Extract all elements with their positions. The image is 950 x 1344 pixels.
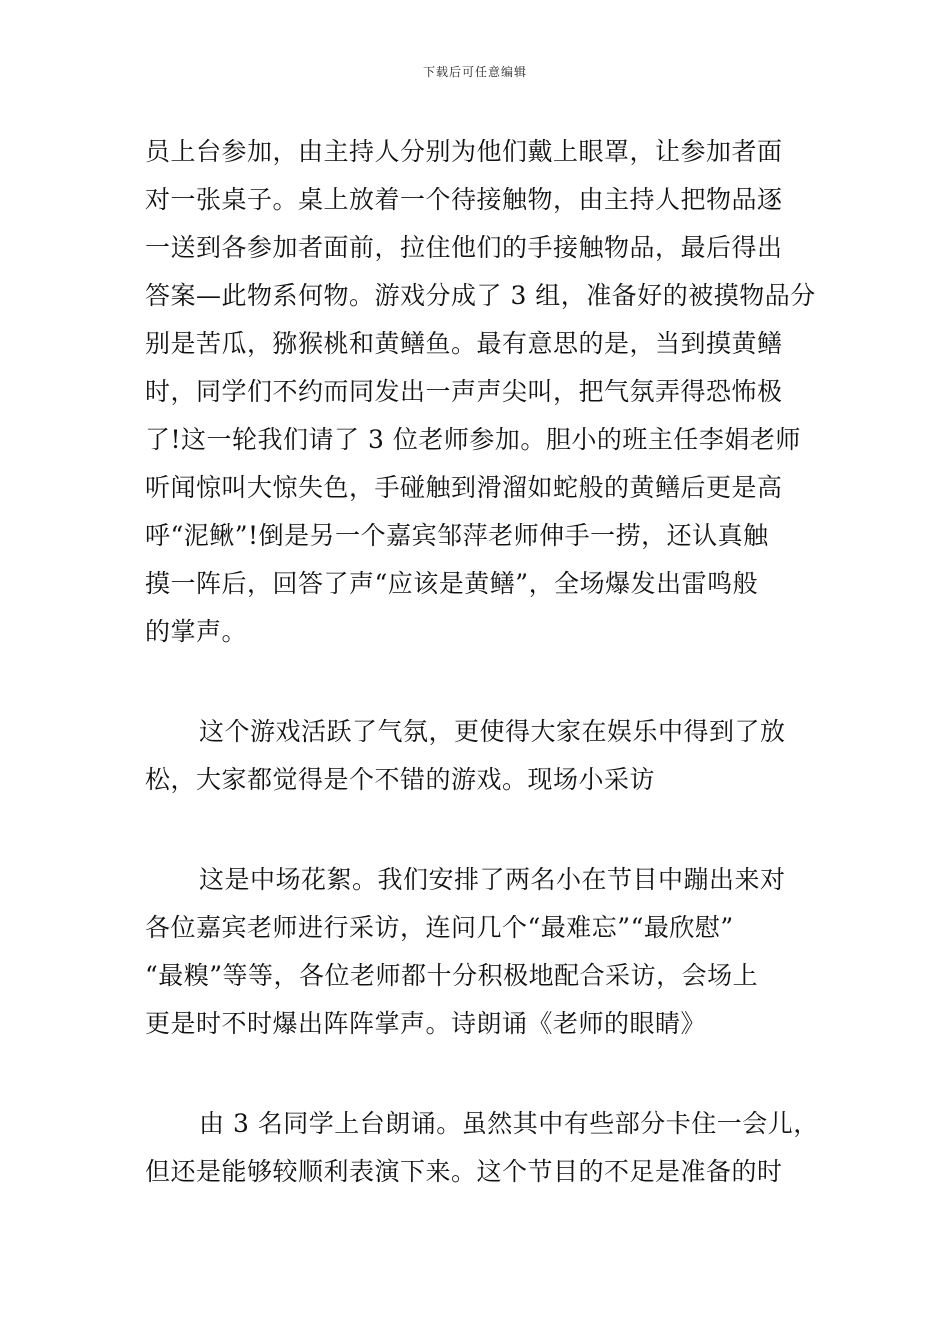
text-line: 了!这一轮我们请了 3 位老师参加。胆小的班主任李娟老师 bbox=[145, 425, 801, 454]
text-line: 松，大家都觉得是个不错的游戏。现场小采访 bbox=[145, 765, 656, 794]
text-line: 各位嘉宾老师进行采访，连问几个“最难忘”“最欣慰” bbox=[145, 913, 734, 942]
paragraph-spacer bbox=[145, 656, 810, 708]
text-line: 这是中场花絮。我们安排了两名小在节目中蹦出来对 bbox=[199, 865, 786, 894]
text-line: 答案—此物系何物。游戏分成了 3 组，准备好的被摸物品分 bbox=[145, 281, 816, 310]
text-line: 呼“泥鳅”!倒是另一个嘉宾邹萍老师伸手一捞，还认真触 bbox=[145, 521, 769, 550]
text-line: 员上台参加，由主持人分别为他们戴上眼罩，让参加者面 bbox=[145, 137, 783, 166]
text-line: 摸一阵后，回答了声“应该是黄鳝”，全场爆发出雷鸣般 bbox=[145, 569, 759, 598]
text-line: 更是时不时爆出阵阵掌声。诗朗诵《老师的眼睛》 bbox=[145, 1009, 707, 1038]
text-line: 听闻惊叫大惊失色，手碰触到滑溜如蛇般的黄鳝后更是高 bbox=[145, 473, 783, 502]
paragraph bbox=[145, 1100, 819, 1196]
text-line: 时，同学们不约而同发出一声声尖叫，把气氛弄得恐怖极 bbox=[145, 377, 783, 406]
text-line: 但还是能够较顺利表演下来。这个节目的不足是准备的时 bbox=[145, 1157, 783, 1186]
paragraph-spacer bbox=[145, 1048, 810, 1100]
document-body bbox=[145, 128, 819, 1196]
paragraph bbox=[145, 128, 816, 656]
paragraph-spacer bbox=[145, 804, 810, 856]
text-line: 由 3 名同学上台朗诵。虽然其中有些部分卡住一会儿， bbox=[199, 1109, 819, 1138]
text-line: 一送到各参加者面前，拉住他们的手接触物品，最后得出 bbox=[145, 233, 783, 262]
paragraph bbox=[145, 708, 810, 804]
text-line: 这个游戏活跃了气氛，更使得大家在娱乐中得到了放 bbox=[199, 717, 786, 746]
text-line: 别是苦瓜，猕猴桃和黄鳝鱼。最有意思的是，当到摸黄鳝 bbox=[145, 329, 783, 358]
text-line: 对一张桌子。桌上放着一个待接触物，由主持人把物品逐 bbox=[145, 185, 783, 214]
paragraph bbox=[145, 856, 810, 1048]
text-line: 的掌声。 bbox=[145, 617, 248, 646]
page-header: 下载后可任意编辑 bbox=[422, 65, 527, 79]
text-line: “最糗”等等，各位老师都十分积极地配合采访，会场上 bbox=[145, 961, 759, 990]
